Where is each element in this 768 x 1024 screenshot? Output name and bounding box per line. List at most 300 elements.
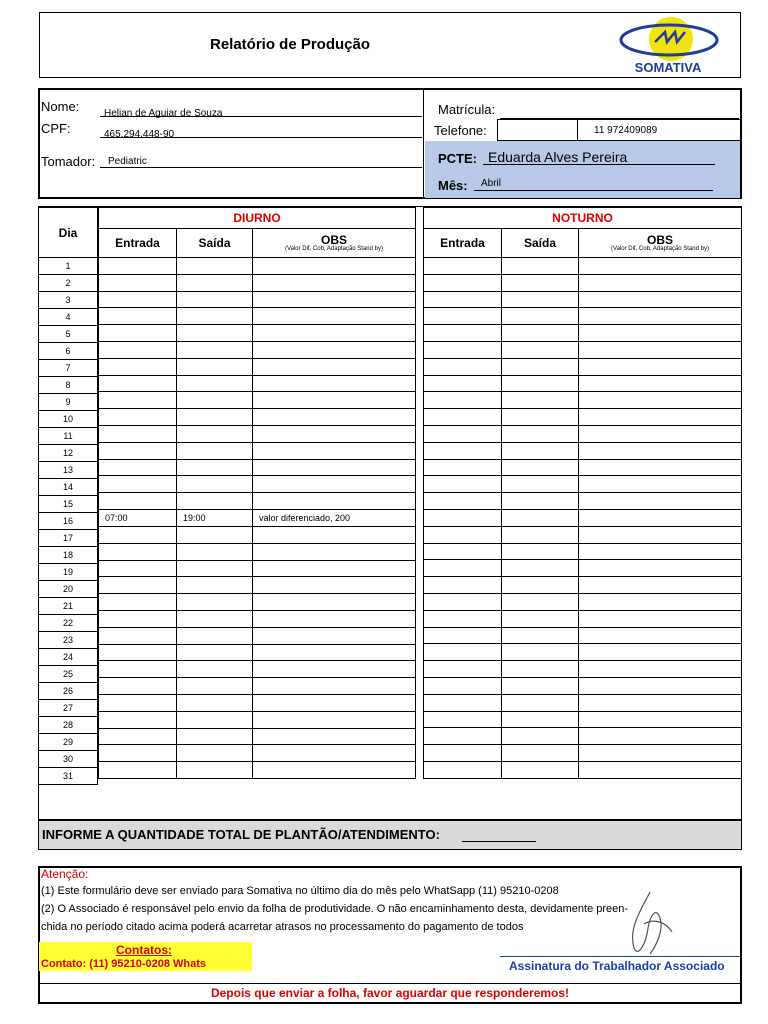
noturno-saida-cell[interactable] [502,375,579,392]
day-number: 20 [39,581,98,598]
obs-label: OBS [321,232,348,247]
noturno-saida-cell[interactable] [502,526,579,543]
noturno-obs-cell[interactable] [579,392,742,409]
diurno-obs-cell[interactable] [253,442,416,459]
diurno-entrada-cell[interactable] [99,493,177,510]
table-row [99,762,416,779]
noturno-saida-cell[interactable] [502,543,579,560]
obs-label: OBS [647,232,674,247]
telefone-field[interactable] [497,119,578,141]
footer-line-2: (2) O Associado é responsável pelo envio da folha de produtividade. O não encaminhamento desta, devidamente preen- [41,903,629,915]
mes-label: Mês: [438,178,468,193]
telefone-value[interactable]: 11 972409089 [594,125,658,136]
table-row [99,526,416,543]
noturno-obs-cell[interactable] [579,258,742,275]
table-row [99,594,416,611]
day-number: 4 [39,309,98,326]
nome-label: Nome: [41,99,80,114]
noturno-saida-cell[interactable] [502,560,579,577]
table-row [424,425,742,442]
diurno-saida-cell[interactable] [177,442,253,459]
noturno-entrada-cell[interactable] [424,476,502,493]
diurno-saida-cell[interactable] [177,711,253,728]
day-number: 11 [39,428,98,445]
footer-divider [39,983,741,984]
diurno-saida-cell[interactable] [177,291,253,308]
diurno-saida-cell[interactable] [177,661,253,678]
diurno-obs-cell[interactable] [253,308,416,325]
table-row [99,493,416,510]
noturno-saida-cell[interactable] [502,442,579,459]
table-row [424,543,742,560]
cpf-underline [100,137,422,138]
table-row [424,526,742,543]
diurno-saida-cell[interactable] [177,644,253,661]
diurno-entrada-cell[interactable]: 07:00 [99,509,177,526]
noturno-obs-cell[interactable] [579,509,742,526]
diurno-obs-cell[interactable] [253,745,416,762]
diurno-saida-cell[interactable] [177,728,253,745]
day-number: 27 [39,700,98,717]
day-number: 23 [39,632,98,649]
table-row [424,761,742,778]
noturno-entrada-cell[interactable] [424,258,502,275]
diurno-entrada-cell[interactable] [99,745,177,762]
noturno-obs-cell[interactable] [579,325,742,342]
noturno-entrada-cell[interactable] [424,711,502,728]
diurno-saida-cell[interactable] [177,392,253,409]
diurno-saida-cell[interactable] [177,594,253,611]
diurno-entrada-cell[interactable] [99,577,177,594]
diurno-header: DIURNO [99,208,416,229]
noturno-saida-cell[interactable] [502,577,579,594]
diurno-entrada-cell[interactable] [99,291,177,308]
noturno-obs-cell[interactable] [579,627,742,644]
noturno-entrada-cell[interactable] [424,509,502,526]
diurno-entrada-cell[interactable] [99,425,177,442]
noturno-entrada-cell[interactable] [424,409,502,426]
diurno-saida-cell[interactable] [177,459,253,476]
day-number: 10 [39,411,98,428]
table-row [424,476,742,493]
table-row [99,341,416,358]
day-number: 17 [39,530,98,547]
table-row [424,325,742,342]
diurno-entrada-cell[interactable] [99,644,177,661]
diurno-obs-cell[interactable] [253,375,416,392]
noturno-entrada-cell[interactable] [424,425,502,442]
diurno-saida-cell[interactable] [177,476,253,493]
noturno-saida-cell[interactable] [502,711,579,728]
diurno-saida-cell[interactable] [177,358,253,375]
diurno-saida-cell[interactable] [177,526,253,543]
noturno-obs-cell[interactable] [579,560,742,577]
noturno-entrada-cell[interactable] [424,493,502,510]
table-row [99,678,416,695]
diurno-saida-cell[interactable] [177,493,253,510]
diurno-saida-cell[interactable] [177,258,253,275]
diurno-entrada-cell[interactable] [99,594,177,611]
dia-header: Dia [39,208,98,258]
table-row [99,425,416,442]
diurno-saida-cell[interactable] [177,560,253,577]
noturno-obs-cell[interactable] [579,711,742,728]
table-row [99,577,416,594]
diurno-obs-cell[interactable] [253,711,416,728]
diurno-entrada-cell[interactable] [99,678,177,695]
day-number: 21 [39,598,98,615]
noturno-entrada-header: Entrada [424,229,502,258]
telefone-label: Telefone: [434,123,487,138]
diurno-entrada-cell[interactable] [99,762,177,779]
noturno-entrada-cell[interactable] [424,341,502,358]
diurno-entrada-cell[interactable] [99,476,177,493]
noturno-entrada-cell[interactable] [424,308,502,325]
noturno-obs-cell[interactable] [579,308,742,325]
diurno-entrada-cell[interactable] [99,627,177,644]
obs-sub-label: (Valor Dif, Cob, Adaptação Stand by) [611,245,709,252]
contatos-title: Contatos: [116,943,172,957]
diurno-saida-cell[interactable] [177,274,253,291]
final-note: Depois que enviar a folha, favor aguardar que responderemos! [210,986,570,1000]
diurno-obs-cell[interactable] [253,594,416,611]
noturno-saida-cell[interactable] [502,745,579,762]
table-row [424,677,742,694]
day-number: 13 [39,462,98,479]
noturno-saida-cell[interactable] [502,459,579,476]
noturno-obs-cell[interactable] [579,459,742,476]
diurno-obs-cell[interactable] [253,762,416,779]
table-row [99,476,416,493]
diurno-obs-cell[interactable] [253,325,416,342]
diurno-obs-cell[interactable] [253,425,416,442]
table-row [424,661,742,678]
obs-sub-label: (Valor Dif, Cob, Adaptação Stand by) [285,245,383,252]
noturno-obs-cell[interactable] [579,543,742,560]
table-row [424,644,742,661]
noturno-saida-cell[interactable] [502,341,579,358]
noturno-saida-cell[interactable] [502,694,579,711]
diurno-saida-cell[interactable] [177,375,253,392]
diurno-entrada-header: Entrada [99,229,177,258]
noturno-obs-cell[interactable] [579,610,742,627]
table-row [424,493,742,510]
diurno-obs-cell[interactable] [253,493,416,510]
diurno-entrada-cell[interactable] [99,325,177,342]
noturno-entrada-cell[interactable] [424,577,502,594]
day-number: 29 [39,734,98,751]
noturno-saida-cell[interactable] [502,325,579,342]
noturno-entrada-cell[interactable] [424,274,502,291]
diurno-saida-cell[interactable]: 19:00 [177,509,253,526]
day-number: 26 [39,683,98,700]
diurno-saida-cell[interactable] [177,341,253,358]
noturno-saida-cell[interactable] [502,392,579,409]
table-row [99,509,416,526]
noturno-entrada-cell[interactable] [424,677,502,694]
nome-value[interactable]: Helian de Aguiar de Souza [104,108,223,119]
diurno-entrada-cell[interactable] [99,274,177,291]
diurno-obs-cell[interactable] [253,644,416,661]
diurno-saida-cell[interactable] [177,577,253,594]
logo-text: SOMATIVA [634,60,702,75]
diurno-obs-cell[interactable]: valor diferenciado, 200 [253,509,416,526]
diurno-entrada-cell[interactable] [99,409,177,426]
noturno-saida-cell[interactable] [502,610,579,627]
table-row [99,258,416,275]
noturno-obs-cell[interactable] [579,493,742,510]
diurno-obs-cell[interactable] [253,258,416,275]
noturno-entrada-cell[interactable] [424,543,502,560]
diurno-entrada-cell[interactable] [99,442,177,459]
day-column [38,207,98,785]
noturno-obs-cell[interactable] [579,291,742,308]
diurno-saida-cell[interactable] [177,678,253,695]
diurno-entrada-cell[interactable] [99,308,177,325]
diurno-saida-cell[interactable] [177,762,253,779]
diurno-entrada-cell[interactable] [99,392,177,409]
diurno-obs-cell[interactable] [253,661,416,678]
diurno-obs-cell[interactable] [253,392,416,409]
diurno-entrada-cell[interactable] [99,258,177,275]
diurno-saida-header: Saída [177,229,253,258]
noturno-saida-cell[interactable] [502,476,579,493]
diurno-saida-cell[interactable] [177,409,253,426]
noturno-entrada-cell[interactable] [424,442,502,459]
noturno-entrada-cell[interactable] [424,644,502,661]
diurno-obs-cell[interactable] [253,627,416,644]
table-row [99,375,416,392]
noturno-saida-cell[interactable] [502,425,579,442]
diurno-obs-cell[interactable] [253,577,416,594]
table-row [424,560,742,577]
diurno-obs-cell[interactable] [253,678,416,695]
page-title: Relatório de Produção [209,36,371,53]
day-number: 1 [39,258,98,275]
noturno-obs-cell[interactable] [579,694,742,711]
cpf-label: CPF: [41,121,71,136]
noturno-obs-cell[interactable] [579,593,742,610]
noturno-obs-cell[interactable] [579,358,742,375]
diurno-obs-cell[interactable] [253,409,416,426]
noturno-saida-cell[interactable] [502,677,579,694]
table-row [424,308,742,325]
day-number: 24 [39,649,98,666]
noturno-entrada-cell[interactable] [424,325,502,342]
noturno-obs-cell[interactable] [579,526,742,543]
diurno-saida-cell[interactable] [177,745,253,762]
noturno-saida-cell[interactable] [502,358,579,375]
mes-value[interactable]: Abril [481,178,502,189]
table-row [424,593,742,610]
pcte-value[interactable]: Eduarda Alves Pereira [488,149,628,165]
table-row [424,509,742,526]
diurno-entrada-cell[interactable] [99,358,177,375]
pcte-label: PCTE: [438,151,477,166]
diurno-entrada-cell[interactable] [99,560,177,577]
noturno-entrada-cell[interactable] [424,728,502,745]
matricula-label: Matrícula: [438,102,496,117]
day-number: 3 [39,292,98,309]
noturno-entrada-cell[interactable] [424,291,502,308]
table-row [99,409,416,426]
noturno-saida-cell[interactable] [502,627,579,644]
diurno-entrada-cell[interactable] [99,694,177,711]
diurno-saida-cell[interactable] [177,325,253,342]
diurno-obs-cell[interactable] [253,459,416,476]
diurno-saida-cell[interactable] [177,694,253,711]
day-number: 8 [39,377,98,394]
tomador-value[interactable]: Pediatric [108,156,147,167]
day-number: 22 [39,615,98,632]
table-row [424,627,742,644]
noturno-obs-cell[interactable] [579,341,742,358]
diurno-entrada-cell[interactable] [99,375,177,392]
noturno-obs-header [579,229,742,258]
table-row [99,358,416,375]
day-number: 14 [39,479,98,496]
table-row [99,610,416,627]
somativa-logo [617,12,720,76]
table-row [99,442,416,459]
table-row [99,308,416,325]
noturno-entrada-cell[interactable] [424,459,502,476]
noturno-saida-cell[interactable] [502,593,579,610]
table-row [424,610,742,627]
noturno-obs-cell[interactable] [579,677,742,694]
diurno-obs-cell[interactable] [253,274,416,291]
day-number: 7 [39,360,98,377]
noturno-obs-cell[interactable] [579,375,742,392]
noturno-obs-cell[interactable] [579,661,742,678]
noturno-entrada-cell[interactable] [424,358,502,375]
noturno-obs-cell[interactable] [579,761,742,778]
table-row [424,375,742,392]
table-row [424,711,742,728]
mes-underline [474,190,713,191]
diurno-entrada-cell[interactable] [99,728,177,745]
noturno-entrada-cell[interactable] [424,761,502,778]
diurno-obs-cell[interactable] [253,358,416,375]
day-number: 28 [39,717,98,734]
noturno-entrada-cell[interactable] [424,375,502,392]
noturno-entrada-cell[interactable] [424,661,502,678]
noturno-saida-cell[interactable] [502,291,579,308]
noturno-saida-cell[interactable] [502,661,579,678]
noturno-obs-cell[interactable] [579,274,742,291]
noturno-entrada-cell[interactable] [424,593,502,610]
noturno-obs-cell[interactable] [579,442,742,459]
diurno-entrada-cell[interactable] [99,610,177,627]
table-row [99,661,416,678]
noturno-entrada-cell[interactable] [424,745,502,762]
atencao-label: Atenção: [41,867,89,881]
table-row [424,459,742,476]
diurno-entrada-cell[interactable] [99,526,177,543]
pcte-underline [483,164,715,165]
table-row [424,577,742,594]
day-number: 31 [39,768,98,785]
noturno-saida-cell[interactable] [502,728,579,745]
noturno-entrada-cell[interactable] [424,526,502,543]
diurno-entrada-cell[interactable] [99,711,177,728]
cpf-value[interactable]: 465.294.448-90 [104,129,175,140]
noturno-obs-cell[interactable] [579,476,742,493]
table-row [99,325,416,342]
table-row [424,341,742,358]
noturno-obs-cell[interactable] [579,745,742,762]
noturno-saida-cell[interactable] [502,761,579,778]
diurno-obs-cell[interactable] [253,526,416,543]
noturno-obs-cell[interactable] [579,728,742,745]
noturno-saida-cell[interactable] [502,644,579,661]
noturno-saida-cell[interactable] [502,409,579,426]
diurno-obs-cell[interactable] [253,610,416,627]
noturno-obs-cell[interactable] [579,644,742,661]
day-number: 19 [39,564,98,581]
noturno-entrada-cell[interactable] [424,610,502,627]
noturno-saida-cell[interactable] [502,509,579,526]
noturno-obs-cell[interactable] [579,409,742,426]
nome-underline [100,116,422,117]
diurno-obs-cell[interactable] [253,694,416,711]
table-row [424,442,742,459]
total-underline[interactable] [462,841,536,842]
diurno-obs-cell[interactable] [253,476,416,493]
noturno-saida-cell[interactable] [502,258,579,275]
noturno-entrada-cell[interactable] [424,392,502,409]
table-row [99,694,416,711]
diurno-obs-cell[interactable] [253,341,416,358]
diurno-saida-cell[interactable] [177,425,253,442]
table-row [424,694,742,711]
noturno-entrada-cell[interactable] [424,627,502,644]
noturno-saida-header: Saída [502,229,579,258]
diurno-entrada-cell[interactable] [99,341,177,358]
diurno-saida-cell[interactable] [177,308,253,325]
diurno-entrada-cell[interactable] [99,459,177,476]
day-number: 30 [39,751,98,768]
diurno-saida-cell[interactable] [177,627,253,644]
noturno-obs-cell[interactable] [579,425,742,442]
day-number: 16 [39,513,98,530]
noturno-obs-cell[interactable] [579,577,742,594]
noturno-table [423,207,742,779]
table-row [424,291,742,308]
diurno-saida-cell[interactable] [177,610,253,627]
diurno-obs-cell[interactable] [253,543,416,560]
diurno-entrada-cell[interactable] [99,543,177,560]
noturno-saida-cell[interactable] [502,274,579,291]
table-row [99,274,416,291]
diurno-obs-header [253,229,416,258]
diurno-obs-cell[interactable] [253,560,416,577]
signature-image [620,888,680,960]
table-row [424,745,742,762]
noturno-entrada-cell[interactable] [424,560,502,577]
noturno-entrada-cell[interactable] [424,694,502,711]
noturno-saida-cell[interactable] [502,493,579,510]
info-divider [423,89,424,197]
table-row [99,711,416,728]
noturno-saida-cell[interactable] [502,308,579,325]
diurno-entrada-cell[interactable] [99,661,177,678]
diurno-obs-cell[interactable] [253,291,416,308]
diurno-obs-cell[interactable] [253,728,416,745]
table-row [424,409,742,426]
diurno-saida-cell[interactable] [177,543,253,560]
table-row [99,560,416,577]
